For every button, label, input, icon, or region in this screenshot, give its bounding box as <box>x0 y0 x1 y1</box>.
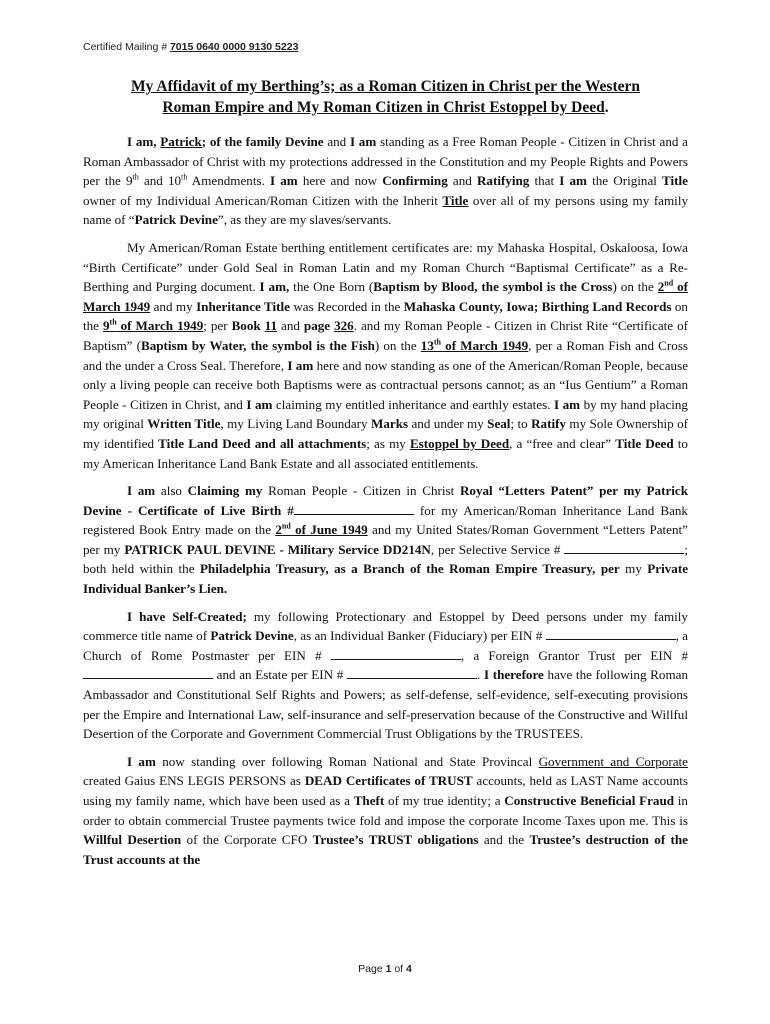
superscript: th <box>433 337 442 347</box>
document-title <box>83 76 688 118</box>
text-run: ; as my <box>366 435 410 451</box>
text-run: Title <box>662 173 688 189</box>
text-run: owner of my Individual American/Roman Citizen with the Inherit <box>83 192 443 208</box>
ein-trust-blank[interactable] <box>83 665 213 679</box>
text-run: Patrick Devine <box>210 628 294 644</box>
text-run: Book <box>231 318 261 334</box>
text-run: ; of the family Devine <box>201 134 324 149</box>
text-run: Patrick <box>160 134 202 149</box>
certified-mailing-line <box>83 41 298 53</box>
text-run: I am <box>554 396 581 412</box>
paragraph-5 <box>83 752 688 870</box>
superscript: nd <box>664 278 674 288</box>
text-run: ) on the <box>612 279 658 295</box>
text-run: that <box>529 173 560 189</box>
text-run: of March 1949 <box>116 318 204 334</box>
text-run: created Gaius ENS LEGIS PERSONS as <box>83 773 305 789</box>
text-run: on the <box>83 298 688 334</box>
text-run: page <box>303 318 331 334</box>
text-run: claiming my entitled inheritance and earthly estates. <box>272 396 554 412</box>
text-run: and my United States/Roman Government “Letters Patent” per my <box>83 522 688 557</box>
text-run: I am <box>270 173 298 189</box>
text-run: , a Foreign Grantor Trust per EIN # <box>460 647 688 663</box>
text-run: I am <box>127 753 156 769</box>
text-run: in order to obtain commercial Trustee payments twice fold and impose the corporate Income Taxes upon me. This is <box>83 793 688 828</box>
text-run: , per a Roman Fish and Cross and the under a Cross Seal. Therefore, <box>83 337 689 373</box>
text-run: now standing over following Roman National and State Provincal <box>155 753 539 769</box>
text-run: and <box>323 134 350 149</box>
text-run: I am <box>127 483 156 499</box>
text-run: to my American Inheritance Land Bank Estate and all associated entitlements. <box>83 435 688 471</box>
text-run: 11 <box>264 318 278 334</box>
text-run: ) on the <box>374 337 421 353</box>
text-run: standing as a Free Roman People - Citizen in Christ and a Roman Ambassador of Christ with my protections addressed in the Constitution and my People Rights and Powers per the 9 <box>83 134 688 189</box>
text-run: I am, <box>259 279 290 295</box>
ein-postmaster-blank[interactable] <box>331 646 461 660</box>
superscript: th <box>181 172 188 182</box>
total-pages-number: 4 <box>406 963 412 975</box>
footer-text: Page <box>358 963 386 975</box>
date-march-9 <box>103 318 203 333</box>
text-run: Title <box>442 192 469 208</box>
text-run: 2 <box>275 522 282 538</box>
text-run: 326 <box>334 318 354 334</box>
paragraph-1 <box>83 132 688 230</box>
text-run: my following Protectionary and Estoppel by Deed persons under my family commerce title name of <box>83 608 688 644</box>
page-footer <box>0 963 770 975</box>
selective-service-blank[interactable] <box>564 540 684 554</box>
paragraph-3 <box>83 481 688 599</box>
text-run: by my hand placing my original <box>83 396 688 432</box>
text-run: ”, as they are my slaves/servants. <box>217 212 392 228</box>
text-run: and an Estate per EIN # <box>213 667 348 683</box>
text-run: over all of my persons using my family name of “ <box>83 192 688 228</box>
text-run: Philadelphia Treasury, as a Branch of the Roman Empire Treasury, per <box>199 561 620 577</box>
text-run: and 10 <box>138 173 182 189</box>
text-run: the Original <box>586 173 663 189</box>
ein-banker-blank[interactable] <box>546 626 676 640</box>
text-run: Mahaska County, Iowa; Birthing Land Records <box>403 298 672 314</box>
cert-label: Certified Mailing # <box>83 41 170 53</box>
paragraph-2 <box>83 238 688 473</box>
text-run: Written Title <box>147 416 221 432</box>
text-run: Baptism by Blood, the symbol is the Cross <box>373 279 613 295</box>
text-run: here and now standing as one of the American/Roman People, because only a living people can receive both Baptisms were as contractual persons cannot; as an “Ius Gentium” a Roman People - Citizen in Christ, and <box>83 357 689 412</box>
text-run: Title Deed <box>615 435 674 451</box>
text-run: I am <box>246 396 273 412</box>
text-run: Ratify <box>531 416 566 432</box>
footer-text: of <box>391 963 407 975</box>
text-run: also <box>155 483 188 499</box>
text-run: my <box>619 561 648 577</box>
text-run: the One Born ( <box>289 279 374 295</box>
text-run: I am <box>349 134 377 149</box>
text-run: Private Individual Banker’s Lien. <box>83 561 689 597</box>
text-run: Inheritance Title <box>196 298 290 314</box>
text-run: of March 1949 <box>83 279 688 314</box>
text-run: was Recorded in the <box>289 298 404 314</box>
document-body <box>83 132 688 877</box>
text-run: of June 1949 <box>290 522 368 538</box>
date-march-13 <box>421 338 528 353</box>
text-run: 2 <box>657 279 665 295</box>
text-run: of the Corporate CFO <box>181 832 313 848</box>
text-run: 9 <box>102 318 110 334</box>
text-run: Amendments. <box>187 173 270 189</box>
text-run: Estoppel by Deed <box>409 435 510 451</box>
text-run: of my true identity; a <box>384 793 505 808</box>
text-run: . <box>477 667 484 683</box>
text-run: ; both held within the <box>83 541 689 577</box>
text-run: Trustee’s TRUST obligations <box>312 832 479 848</box>
text-run: I am <box>287 357 314 373</box>
text-run: ; per <box>203 318 232 334</box>
text-run: accounts, held as LAST Name accounts using my family name, which have been used as a <box>83 773 688 808</box>
superscript: th <box>132 172 139 182</box>
text-run: here and now <box>297 173 383 189</box>
text-run: My American/Roman Estate berthing entitlement certificates are: my Mahaska Hospital, Oskaloosa, Iowa “Birth Certificate” under Gold Seal in Roman Latin and my Roman Church “Baptismal Certificate” as a Re-Berthing and Purging document. <box>83 239 688 295</box>
birth-cert-blank[interactable] <box>294 501 414 515</box>
text-run: DEAD Certificates of TRUST <box>304 773 473 789</box>
text-run: and <box>277 318 304 334</box>
date-june-2 <box>275 522 367 537</box>
text-run: Baptism by Water, the symbol is the Fish <box>140 337 375 353</box>
text-run: Constructive Beneficial Fraud <box>504 793 675 808</box>
text-run: , a Church of Rome Postmaster per EIN # <box>83 628 688 663</box>
text-run: I am <box>559 173 587 189</box>
text-run: Trustee’s destruction of the Trust accounts at the <box>83 832 688 867</box>
ein-estate-blank[interactable] <box>347 665 477 679</box>
text-run: 13 <box>420 337 434 353</box>
text-run: Government and Corporate <box>538 753 688 769</box>
text-run: Seal <box>487 416 511 432</box>
superscript: th <box>109 317 117 327</box>
cert-number: 7015 0640 0000 9130 5223 <box>169 41 299 53</box>
text-run: Ratifying <box>476 173 530 189</box>
text-run: Title Land Deed and all attachments <box>158 435 367 451</box>
text-run: of March 1949 <box>441 337 529 353</box>
text-run: PATRICK PAUL DEVINE - Military Service DD214N <box>124 541 431 557</box>
text-run: and under my <box>408 416 488 432</box>
text-run: have the following Roman Ambassador and Constitutional Self Rights and Powers; as self-defense, self-evidence, self-executing provisions per the Empire and International Law, self-insurance and self-preservation because of the Constructive and Willful Desertion of the Corporate and Government Commercial Trust Obligations by the TRUSTEES. <box>83 667 688 742</box>
text-run: ; to <box>510 416 532 432</box>
text-run: Marks <box>370 416 409 432</box>
text-run: Willful Desertion <box>83 832 182 848</box>
text-run: I therefore <box>483 667 544 683</box>
text-run: , my Living Land Boundary <box>220 416 371 432</box>
text-run: and <box>447 173 477 189</box>
paragraph-4 <box>83 607 688 744</box>
text-run: , per Selective Service # <box>430 541 565 557</box>
text-run: and the <box>478 832 530 848</box>
text-run: , as an Individual Banker (Fiduciary) per EIN # <box>293 628 546 644</box>
text-run: I am, <box>127 134 161 149</box>
title-line-2: Roman Empire and My Roman Citizen in Christ Estoppel by Deed <box>162 99 605 116</box>
text-run: my Sole Ownership of my identified <box>83 416 688 451</box>
current-page-number: 1 <box>385 963 392 975</box>
text-run: Theft <box>353 793 385 808</box>
text-run: , a “free and clear” <box>509 435 616 451</box>
text-run: Claiming my <box>187 483 263 499</box>
text-run: for my American/Roman Inheritance Land Bank registered Book Entry made on the <box>83 502 688 538</box>
text-run: Royal “Letters Patent” per my Patrick Devine - Certificate of Live Birth # <box>83 483 689 518</box>
text-run: Roman People - Citizen in Christ <box>262 483 460 499</box>
text-run: Patrick Devine <box>134 212 218 228</box>
superscript: nd <box>281 521 291 531</box>
text-run: Confirming <box>382 173 448 189</box>
title-line-1: My Affidavit of my Berthing’s; as a Roman Citizen in Christ per the Western <box>130 78 641 95</box>
text-run: . and my Roman People - Citizen in Christ Rite “Certificate of Baptism” ( <box>83 318 688 353</box>
text-run: and my <box>150 298 197 314</box>
title-period: . <box>604 99 609 116</box>
text-run: I have Self-Created; <box>127 608 247 624</box>
